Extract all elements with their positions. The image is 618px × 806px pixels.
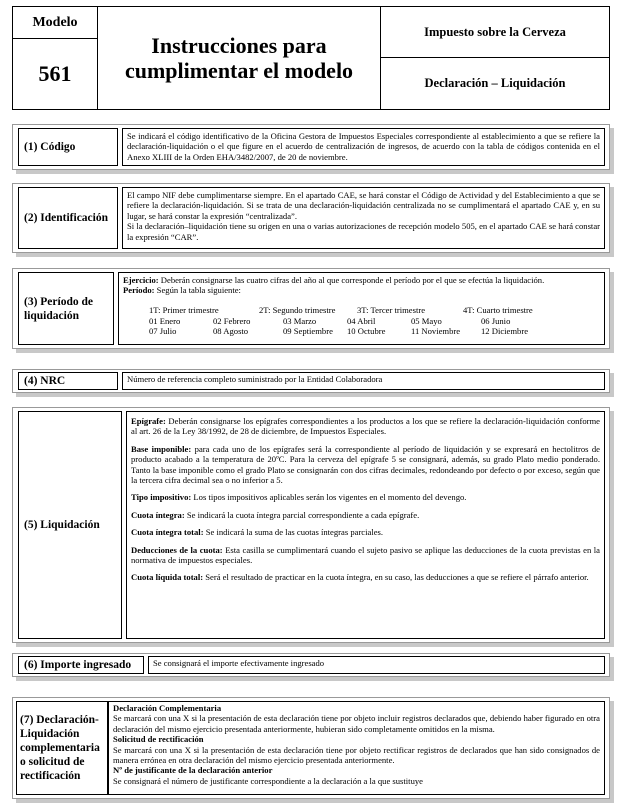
section-periodo-label [18, 272, 114, 345]
tax-name: Impuesto sobre la Cerveza [380, 6, 610, 58]
section-periodo-text [118, 272, 605, 345]
period-table-quarters [149, 305, 533, 315]
section-importe-text: Se consignará el importe efectivamente ingresado [148, 656, 605, 674]
section-nrc-text: Número de referencia completo suministrado por la Entidad Colaboradora [122, 372, 605, 390]
period-cell: 07 Julio [149, 325, 177, 336]
liquidacion-item: Tipo impositivo: Los tipos impositivos aplicables serán los vigentes en el momento del devengo. [131, 492, 467, 503]
period-cell: 11 Noviembre [411, 325, 461, 336]
page-title [97, 6, 381, 110]
rectificacion-text: Se marcará con una X si la presentación de esta declaración tiene por objeto rectificar registros de declarados que han sido consignados de manera errónea en otra declaración del mismo ejercicio presentada anteriormente. [113, 744, 600, 766]
doc-type: Declaración – Liquidación [380, 57, 610, 110]
page-title-line2: cumplimentar el modelo [124, 58, 354, 83]
identificacion-text1: El campo NIF debe cumplimentarse siempre. En el apartado CAE, se hará constar el Código de Actividad y del Establecimiento a que se refiere la declaración-liquidación. Si se trata de una declaración-liquidación centralizada no se cumplimentará el apartado CAE y, en su lugar, se hará constar la expresión “centralizada”. [127, 190, 600, 221]
justificante-title: Nº de justificante de la declaración anterior [113, 765, 273, 776]
section-declaracion-label: (7) Declaración- Liquidación complementaria o solicitud de rectificación [16, 701, 108, 795]
liquidacion-item: Epígrafe: Deberán consignarse los epígrafes correspondientes a los productos a los que se refiere la declaración-liquidación conforme al art. 26 de la Ley 38/1992, de 28 de diciembre, de Impuestos Especiales. [131, 416, 600, 437]
period-cell: 02 Febrero [213, 315, 251, 326]
section-liquidacion-text [126, 411, 605, 639]
section-liquidacion-label: (5) Liquidación [18, 411, 122, 639]
period-cell: 10 Octubre [347, 325, 386, 336]
modelo-label: Modelo [12, 6, 98, 39]
period-cell: 01 Enero [149, 315, 181, 326]
section-codigo-label: (1) Código [18, 128, 118, 166]
complementaria-title: Declaración Complementaria [113, 703, 222, 713]
period-cell: 3T: Tercer trimestre [357, 304, 426, 315]
section-declaracion-text [108, 701, 605, 795]
page-title-line1: Instrucciones para [151, 33, 327, 58]
period-cell: 05 Mayo [411, 315, 442, 326]
section-nrc-label: (4) NRC [18, 372, 118, 390]
liquidacion-item: Cuota líquida total: Será el resultado de practicar en la cuota íntegra, en su caso, las deducciones a que se refiere el párrafo anterior. [131, 572, 589, 583]
period-cell: 12 Diciembre [481, 325, 529, 336]
section-identificacion-label: (2) Identificación [18, 187, 118, 249]
periodo-label-line2: liquidación [24, 309, 79, 322]
period-cell: 08 Agosto [213, 325, 249, 336]
modelo-number: 561 [12, 38, 98, 110]
period-cell: 03 Marzo [283, 315, 317, 326]
period-table-months [149, 316, 528, 336]
identificacion-text2: Si la declaración–liquidación tiene su origen en una o varias autorizaciones de recepción modelo 505, en el apartado CAE se hará constar la expresión “CAR”. [127, 221, 600, 242]
rectificacion-title: Solicitud de rectificación [113, 734, 204, 745]
section-codigo-text: Se indicará el código identificativo de la Oficina Gestora de Impuestos Especiales correspondiente al establecimiento a que se refiere la declaración-liquidación o el que figure en el acuerdo de centralización de ingresos, de acuerdo con la tabla de códigos contenida en el Anexo XLIII de la Orden EHA/3482/2007, de 20 de noviembre. [122, 128, 605, 166]
liquidacion-item: Deducciones de la cuota: Esta casilla se cumplimentará cuando el sujeto pasivo se aplique las deducciones de la cuota previstas en la normativa de impuestos especiales. [131, 544, 600, 566]
periodo-title: Período: [123, 285, 155, 296]
period-cell: 2T: Segundo trimestre [259, 304, 336, 315]
ejercicio-text: Deberán consignarse las cuatro cifras del año al que corresponde el período por el que se efectúa la liquidación. [160, 275, 545, 285]
liquidacion-item: Cuota íntegra total: Se indicará la suma de las cuotas íntegras parciales. [131, 527, 384, 538]
periodo-label-line1: (3) Período de [24, 295, 93, 308]
period-cell: 09 Septiembre [283, 325, 333, 336]
ejercicio-title: Ejercicio: [123, 275, 159, 285]
justificante-text: Se consignará el número de justificante correspondiente a la declaración a la que sustituye [113, 775, 423, 786]
period-cell: 1T: Primer trimestre [149, 304, 219, 315]
section-identificacion-text [122, 187, 605, 249]
periodo-text: Según la tabla siguiente: [156, 285, 241, 296]
liquidacion-item: Cuota íntegra: Se indicará la cuota íntegra parcial correspondiente a cada epígrafe. [131, 509, 420, 520]
period-cell: 4T: Cuarto trimestre [463, 304, 533, 315]
section-importe-label: (6) Importe ingresado [18, 656, 144, 674]
complementaria-text: Se marcará con una X si la presentación de esta declaración tiene por objeto incluir registros declarados que, debiendo haber figurado en otra declaración del mismo ejercicio presentada anteriormente, hubieran sido completamente omitidos en la misma. [113, 713, 600, 734]
liquidacion-item: Base imponible: para cada uno de los epígrafes será la correspondiente al período de liquidación y se expresará en hectolitros de producto acabado a la temperatura de 20ºC. Para la cerveza del epígrafe 5 se consignará, además, su grado Plato medio ponderado. Tanto la base imponible como el grado Plato se consignarán con dos cifras decimales, redondeando por defecto o por exceso, según que la tercera cifra decimal sea o no inferior a 5. [131, 443, 600, 486]
period-cell: 04 Abril [347, 315, 376, 326]
period-cell: 06 Junio [481, 315, 511, 326]
